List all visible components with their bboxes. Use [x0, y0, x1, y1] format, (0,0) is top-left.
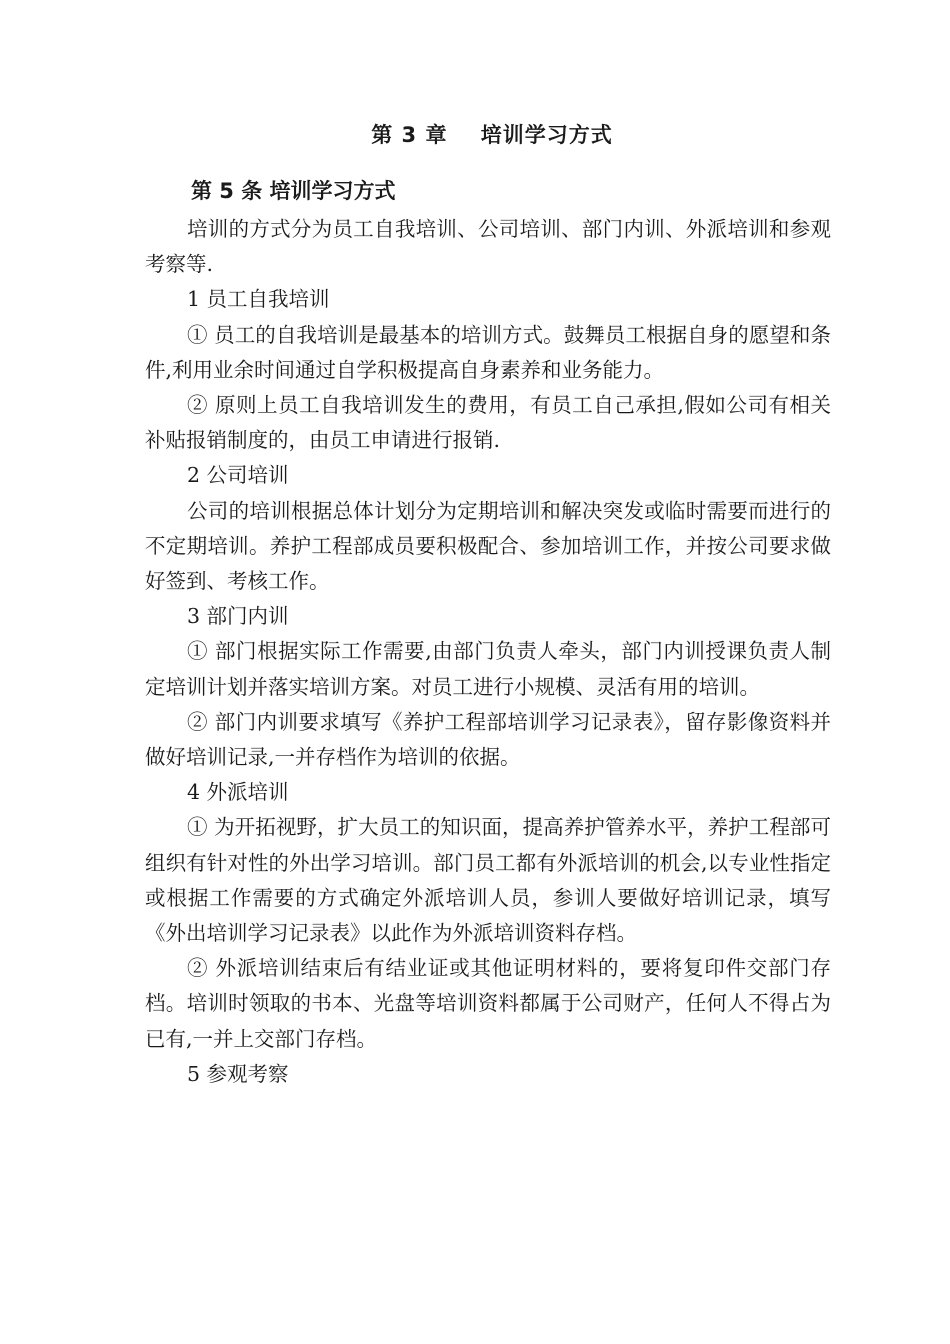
paragraph-external-training-1: ① 为开拓视野，扩大员工的知识面，提高养护管养水平，养护工程部可组织有针对性的外出学习培训。部门员工都有外派培训的机会,以专业性指定或根据工作需要的方式确定外派培训人员，参训人要做好培训记录，填写《外出培训学习记录表》以此作为外派培训资料存档。 — [145, 815, 831, 946]
paragraph-department-training-2: ② 部门内训要求填写《养护工程部培训学习记录表》，留存影像资料并做好培训记录,一并存档作为培训的依据。 — [145, 709, 831, 770]
paragraph-self-training-2: ② 原则上员工自我培训发生的费用，有员工自己承担,假如公司有相关补贴报销制度的，由员工申请进行报销. — [145, 393, 831, 453]
paragraph-external-training-2: ② 外派培训结束后有结业证或其他证明材料的，要将复印件交部门存档。培训时领取的书本、光盘等培训资料都属于公司财产，任何人不得占为已有,一并上交部门存档。 — [145, 956, 831, 1051]
paragraph-department-training-1: ① 部门根据实际工作需要,由部门负责人牵头，部门内训授课负责人制定培训计划并落实培训方案。对员工进行小规模、灵活有用的培训。 — [145, 639, 831, 699]
chapter-title: 第 3 章 培训学习方式 — [371, 123, 613, 147]
paragraph-company-training: 公司的培训根据总体计划分为定期培训和解决突发或临时需要而进行的不定期培训。养护工程部成员要积极配合、参加培训工作，并按公司要求做好签到、考核工作。 — [145, 498, 831, 594]
paragraph-self-training-1: ① 员工的自我培训是最基本的培训方式。鼓舞员工根据自身的愿望和条件,利用业余时间通过自学积极提高自身素养和业务能力。 — [145, 322, 831, 382]
section-heading-external-training: 4 外派培训 — [187, 780, 289, 805]
article-title: 第 5 条 培训学习方式 — [191, 179, 396, 203]
section-heading-company-training: 2 公司培训 — [187, 463, 289, 488]
document-page — [145, 118, 831, 1092]
section-heading-site-visit: 5 参观考察 — [187, 1061, 289, 1086]
paragraph-intro: 培训的方式分为员工自我培训、公司培训、部门内训、外派培训和参观考察等. — [145, 217, 831, 277]
section-heading-self-training: 1 员工自我培训 — [187, 287, 330, 312]
section-heading-department-training: 3 部门内训 — [187, 604, 289, 629]
